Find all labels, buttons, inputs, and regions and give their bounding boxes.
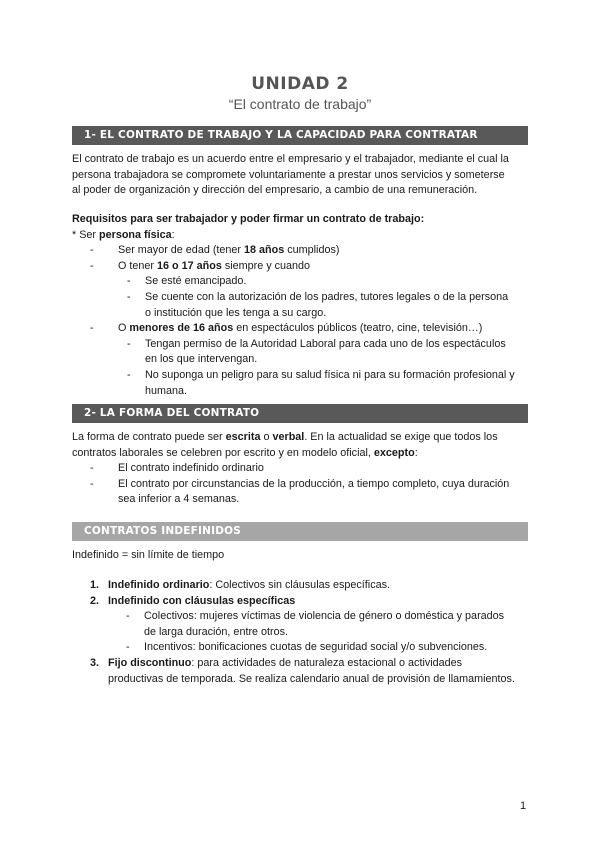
list-item: - O tener 16 o 17 años siempre y cuando	[90, 259, 311, 272]
intro-line: al poder de organización y dirección del empresario, a cambio de una remuneración.	[72, 184, 478, 197]
page-number: 1	[520, 800, 527, 812]
sub-list-item: - Colectivos: mujeres víctimas de violencia de género o doméstica y parados de larga duración, entre otros.	[126, 610, 505, 638]
ordered-list-item: 1. Indefinido ordinario: Colectivos sin cláusulas específicas.	[90, 579, 391, 591]
sub-list-item: - No suponga un peligro para su salud física ni para su formación profesional y humana.	[127, 368, 515, 397]
sub-list-item: - Tengan permiso de la Autoridad Laboral para cada uno de los espectáculos en los que intervengan.	[127, 337, 506, 366]
section-1-heading: 1- EL CONTRATO DE TRABAJO Y LA CAPACIDAD PARA CONTRATAR	[72, 126, 528, 145]
intro-line: persona trabajadora se compromete voluntariamente a prestar unos servicios y someterse	[72, 168, 505, 181]
sub-list-item: - Se cuente con la autorización de los padres, tutores legales o de la persona o institución que les tenga a su cargo.	[127, 290, 509, 319]
section-2-body	[72, 430, 528, 508]
list-item: - El contrato indefinido ordinario	[90, 462, 264, 475]
requisitos-block	[72, 212, 528, 399]
forma-paragraph-line: contratos laborales se celebren por escrito y en modelo oficial, excepto:	[72, 446, 418, 459]
section-2-heading: 2- LA FORMA DEL CONTRATO	[72, 404, 528, 423]
sub-list-item: - Se esté emancipado.	[127, 275, 247, 288]
requisitos-title: Requisitos para ser trabajador y poder firmar un contrato de trabajo:	[72, 213, 425, 225]
sub-list-item: - Incentivos: bonificaciones cuotas de seguridad social y/o subvenciones.	[126, 641, 488, 654]
unit-title: UNIDAD 2	[251, 74, 349, 94]
intro-line: El contrato de trabajo es un acuerdo entre el empresario y el trabajador, mediante el cual la	[72, 153, 509, 165]
unit-subtitle: “El contrato de trabajo”	[228, 96, 372, 112]
persona-fisica-line: * Ser persona física:	[72, 228, 175, 241]
ordered-list-item: 3. Fijo discontinuo: para actividades de naturaleza estacional o actividades productivas de temporada. Se realiza calendario anual de provisión de llamamientos.	[90, 656, 515, 685]
definition-text: Indefinido = sin límite de tiempo	[72, 549, 225, 561]
section-3-heading: CONTRATOS INDEFINIDOS	[72, 522, 528, 541]
list-item: - O menores de 16 años en espectáculos públicos (teatro, cine, televisión…)	[90, 322, 483, 335]
forma-paragraph-line: La forma de contrato puede ser escrita o verbal. En la actualidad se exige que todos los	[72, 431, 498, 443]
section-1-intro	[72, 152, 528, 199]
contract-types-list	[72, 578, 528, 687]
section-3-definition	[72, 548, 528, 564]
list-item: - Ser mayor de edad (tener 18 años cumplidos)	[90, 244, 340, 257]
ordered-list-item: 2. Indefinido con cláusulas específicas	[90, 594, 296, 607]
list-item: - El contrato por circunstancias de la producción, a tiempo completo, cuya duración sea inferior a 4 semanas.	[90, 477, 510, 506]
